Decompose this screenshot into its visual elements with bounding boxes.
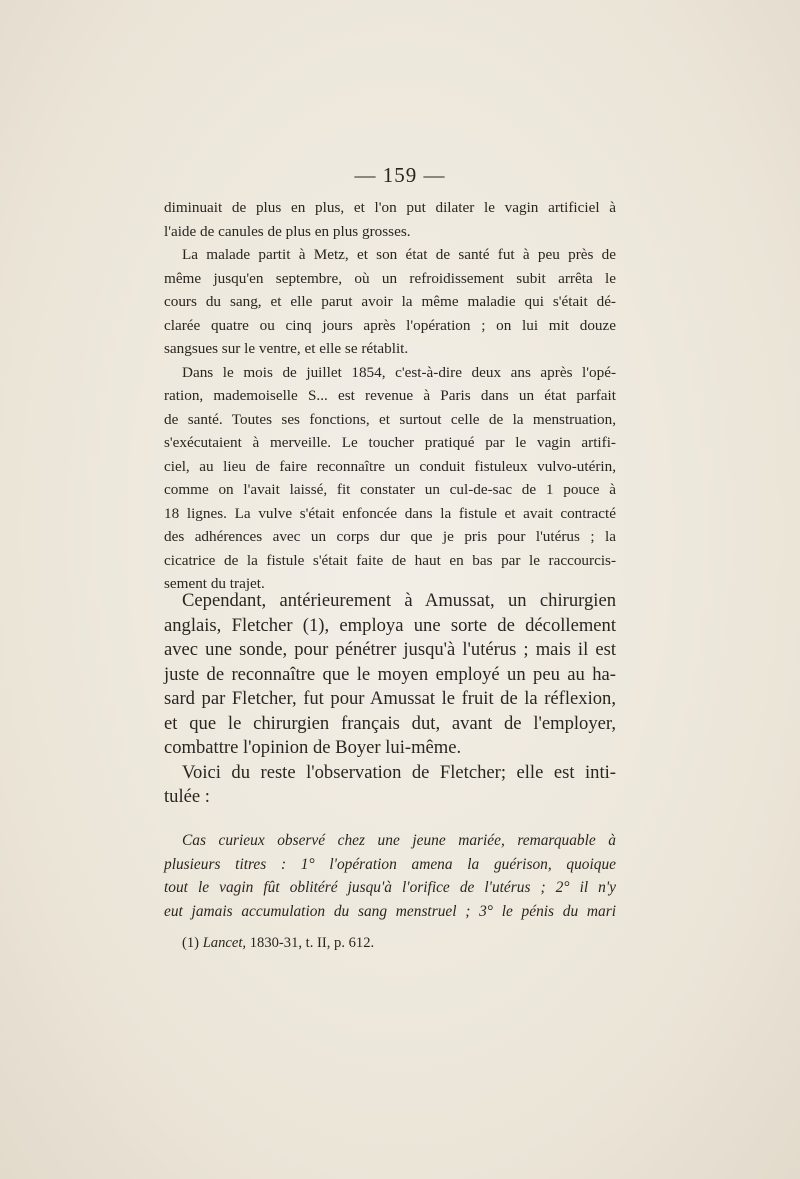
text-line: et que le chirurgien français dut, avant de l'employer, [164,712,616,734]
text-line: tout le vagin fût oblitéré jusqu'à l'orifice de l'utérus ; 2° il n'y [164,879,616,896]
text-line: avec une sonde, pour pénétrer jusqu'à l'utérus ; mais il est [164,639,616,660]
text-line: sangsues sur le ventre, et elle se rétablit. [164,340,409,357]
text-line: juste de reconnaître que le moyen employé un peu au ha- [164,663,616,685]
text-line: cicatrice de la fistule s'était faite de haut en bas par le raccourcis- [164,551,616,569]
text-line: plusieurs titres : 1° l'opération amena la guérison, quoique [164,855,616,873]
text-line: comme on l'avait laissé, fit constater un cul-de-sac de 1 pouce à [164,481,616,498]
text-line: sement du trajet. [164,575,265,592]
text-line: l'aide de canules de plus en plus grosses. [164,222,411,240]
text-line: sard par Fletcher, fut pour Amussat le fruit de la réflexion, [164,688,616,709]
quoted-case-title [164,829,616,923]
text-line: eut jamais accumulation du sang menstruel ; 3° le pénis du mari [164,902,616,920]
footnote-source: Lancet, [202,935,247,951]
paragraph-fletcher [164,589,616,810]
text-line: ration, mademoiselle S... est revenue à Paris dans un état parfait [164,387,616,404]
text-line: 18 lignes. La vulve s'était enfoncée dans la fistule et avait contracté [164,504,616,522]
paragraph-case-continuation [164,196,616,596]
text-line: clarée quatre ou cinq jours après l'opération ; on lui mit douze [164,316,616,334]
text-line: des adhérences avec un corps dur que je pris pour l'utérus ; la [164,528,616,545]
text-line: de santé. Toutes ses fonctions, et surtout celle de la menstruation, [164,410,616,428]
footnote [164,932,616,954]
text-line: Cependant, antérieurement à Amussat, un chirurgien [182,590,616,611]
footnote-line [164,932,616,954]
text-line: Dans le mois de juillet 1854, c'est-à-dire deux ans après l'opé- [182,363,616,381]
footnote-marker: (1) [182,935,200,951]
footnote-reference: 1830-31, t. II, p. 612. [249,935,375,951]
text-line: Voici du reste l'observation de Fletcher; elle est inti- [182,761,616,783]
text-line: Cas curieux observé chez une jeune mariée, remarquable à [182,832,616,849]
text-line: La malade partit à Metz, et son état de santé fut à peu près de [182,246,616,263]
text-line: tulée : [164,786,210,807]
text-line: diminuait de plus en plus, et l'on put dilater le vagin artificiel à [164,199,616,216]
text-line: combattre l'opinion de Boyer lui-même. [164,737,462,758]
text-line: même jusqu'en septembre, où un refroidissement subit arrêta le [164,269,616,287]
text-line: s'exécutaient à merveille. Le toucher pratiqué par le vagin artifi- [164,434,616,451]
page-number: — 159 — [354,163,446,187]
text-line: ciel, au lieu de faire reconnaître un conduit fistuleux vulvo-utérin, [164,457,616,475]
text-line: anglais, Fletcher (1), employa une sorte de décollement [164,614,616,636]
text-line: cours du sang, et elle parut avoir la même maladie qui s'était dé- [164,293,616,310]
